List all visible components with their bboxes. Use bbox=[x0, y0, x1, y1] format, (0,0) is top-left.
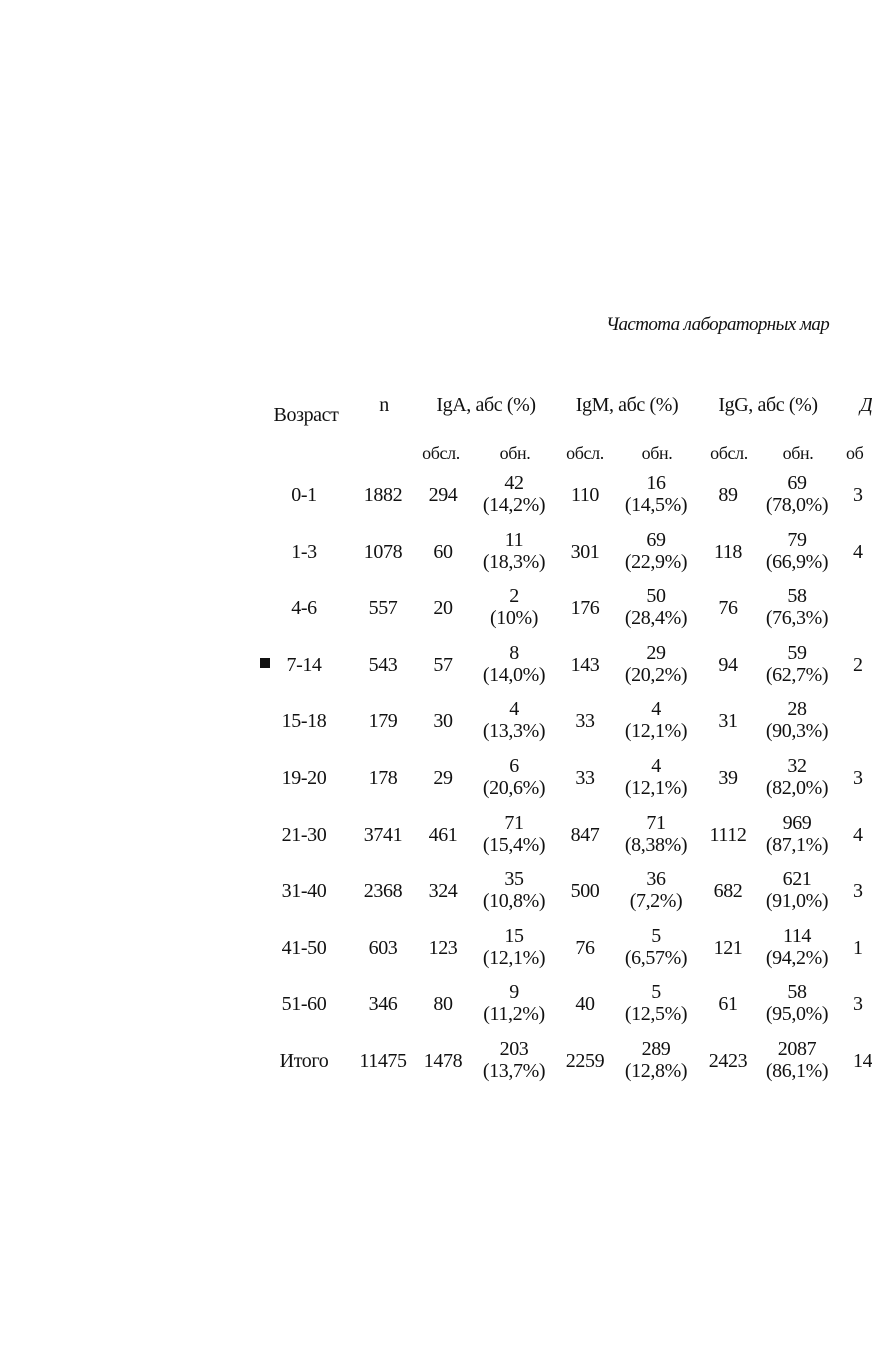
cell-igg-examined: 118 bbox=[713, 540, 743, 563]
cell-igg-examined: 1112 bbox=[709, 823, 747, 846]
cell-iga-examined: 29 bbox=[433, 767, 453, 789]
cell-igm-found-abs: 69 bbox=[646, 528, 666, 551]
cell-igg-found-pct: (82,0%) bbox=[765, 777, 829, 799]
cell-iga-examined: 461 bbox=[428, 823, 458, 846]
cell-iga-examined: 20 bbox=[433, 597, 453, 620]
cell-igm-found-pct: (12,1%) bbox=[624, 777, 688, 799]
cell-igg-found-abs: 621 bbox=[782, 868, 812, 891]
subheader-cut: об bbox=[846, 443, 864, 463]
cell-igm-found-pct: (8,38%) bbox=[624, 833, 688, 856]
cell-n: 11475 bbox=[359, 1050, 407, 1072]
header-igg: IgG, абс (%) bbox=[718, 394, 818, 416]
cell-age: 41-50 bbox=[281, 936, 327, 959]
cell-age: 31-40 bbox=[281, 880, 327, 903]
cell-cut: 14 bbox=[853, 1050, 872, 1072]
cell-igg-found bbox=[766, 642, 828, 686]
cell-igm-found-abs: 289 bbox=[641, 1038, 671, 1060]
cell-igg-examined: 76 bbox=[718, 597, 738, 620]
cell-igm-found bbox=[625, 642, 687, 686]
cell-iga-found-abs: 2 bbox=[509, 585, 519, 608]
cell-igg-examined: 682 bbox=[713, 880, 743, 903]
cell-igm-found bbox=[625, 585, 687, 629]
cell-igg-found-abs: 69 bbox=[787, 472, 807, 494]
cell-age: 4-6 bbox=[291, 597, 317, 620]
cell-igg-found-pct: (87,1%) bbox=[765, 833, 829, 856]
cell-igm-found-abs: 5 bbox=[651, 981, 661, 1004]
cell-igm-examined: 110 bbox=[570, 484, 600, 506]
cell-age: 7-14 bbox=[286, 653, 322, 676]
cell-age: 21-30 bbox=[281, 823, 327, 846]
cell-iga-found bbox=[483, 642, 545, 686]
cell-age: Итого bbox=[279, 1050, 329, 1072]
table-caption: Частота лабораторных мар bbox=[606, 314, 830, 335]
cell-n: 543 bbox=[368, 653, 398, 676]
cell-iga-examined: 324 bbox=[428, 880, 458, 903]
cell-igg-examined: 31 bbox=[718, 710, 738, 733]
cell-igm-found-abs: 5 bbox=[651, 924, 661, 947]
subheader-iga-examined: обсл. bbox=[422, 443, 460, 463]
cell-cut: 3 bbox=[853, 993, 863, 1016]
cell-iga-found-abs: 71 bbox=[504, 811, 524, 834]
cell-iga-examined: 57 bbox=[433, 653, 453, 676]
cell-igm-found-abs: 4 bbox=[651, 698, 661, 721]
cell-iga-found bbox=[483, 925, 545, 969]
cell-iga-found-pct: (20,6%) bbox=[482, 777, 546, 799]
cell-igm-found-pct: (28,4%) bbox=[624, 607, 688, 630]
cell-n: 603 bbox=[368, 936, 398, 959]
cell-iga-found-abs: 6 bbox=[509, 755, 519, 777]
cell-igg-found bbox=[766, 981, 828, 1025]
cell-igm-found-pct: (7,2%) bbox=[629, 890, 683, 913]
cell-igm-examined: 847 bbox=[570, 823, 600, 846]
cell-igg-found-abs: 2087 bbox=[777, 1038, 817, 1060]
cell-igm-examined: 76 bbox=[575, 936, 595, 959]
subheader-igg-examined: обсл. bbox=[710, 443, 748, 463]
cell-iga-found-pct: (12,1%) bbox=[482, 946, 546, 969]
cell-iga-found-pct: (18,3%) bbox=[482, 550, 546, 573]
cell-iga-found bbox=[483, 529, 545, 573]
cell-iga-found-abs: 15 bbox=[504, 924, 524, 947]
cell-igg-found bbox=[766, 698, 828, 742]
cell-igg-found-pct: (94,2%) bbox=[765, 946, 829, 969]
cell-igm-found-abs: 50 bbox=[646, 585, 666, 608]
cell-iga-found-abs: 4 bbox=[509, 698, 519, 721]
cell-iga-found-pct: (14,2%) bbox=[482, 494, 546, 516]
cell-iga-found-abs: 203 bbox=[499, 1038, 529, 1060]
cell-cut: 4 bbox=[853, 823, 863, 846]
cell-iga-found-pct: (10%) bbox=[490, 607, 538, 630]
cell-igm-found bbox=[625, 755, 687, 799]
cell-igg-found-pct: (76,3%) bbox=[765, 607, 829, 630]
cell-igg-examined: 39 bbox=[718, 767, 738, 789]
cell-igg-found-pct: (62,7%) bbox=[765, 663, 829, 686]
cell-igg-found-pct: (91,0%) bbox=[765, 890, 829, 913]
cell-n: 346 bbox=[368, 993, 398, 1016]
cell-iga-examined: 294 bbox=[428, 484, 458, 506]
cell-igg-found bbox=[766, 812, 828, 856]
cell-igg-found bbox=[766, 585, 828, 629]
header-n: n bbox=[379, 394, 389, 416]
cell-igm-examined: 176 bbox=[570, 597, 600, 620]
cell-iga-found bbox=[483, 1038, 545, 1082]
cell-igg-found-abs: 28 bbox=[787, 698, 807, 721]
cell-cut: 3 bbox=[853, 484, 863, 506]
subheader-igm-found: обн. bbox=[641, 443, 673, 463]
cell-igm-examined: 500 bbox=[570, 880, 600, 903]
subheader-igg-found: обн. bbox=[782, 443, 814, 463]
cell-igg-examined: 2423 bbox=[708, 1050, 748, 1072]
subheader-igm-examined: обсл. bbox=[566, 443, 604, 463]
cell-igg-found-abs: 32 bbox=[787, 755, 807, 777]
cell-igg-found-abs: 58 bbox=[787, 981, 807, 1004]
subheader-iga-found: обн. bbox=[499, 443, 531, 463]
cell-igg-found-pct: (78,0%) bbox=[765, 494, 829, 516]
header-age: Возраст bbox=[273, 404, 339, 426]
cell-n: 557 bbox=[368, 597, 398, 620]
cell-iga-examined: 60 bbox=[433, 540, 453, 563]
cell-igg-found-abs: 114 bbox=[782, 924, 812, 947]
cell-igg-found-abs: 59 bbox=[787, 641, 807, 664]
cell-iga-found-pct: (10,8%) bbox=[482, 890, 546, 913]
cell-n: 179 bbox=[368, 710, 398, 733]
cell-igm-found-abs: 16 bbox=[646, 472, 666, 494]
cell-igm-found bbox=[625, 812, 687, 856]
cell-cut: 1 bbox=[853, 936, 863, 959]
cell-age: 0-1 bbox=[291, 484, 317, 506]
cell-igg-found bbox=[766, 529, 828, 573]
cell-igg-examined: 89 bbox=[718, 484, 738, 506]
cell-igg-found-abs: 58 bbox=[787, 585, 807, 608]
cell-igm-found-abs: 29 bbox=[646, 641, 666, 664]
cell-igg-found bbox=[766, 755, 828, 799]
cell-age: 15-18 bbox=[281, 710, 327, 733]
cell-igg-examined: 61 bbox=[718, 993, 738, 1016]
cell-age: 51-60 bbox=[281, 993, 327, 1016]
cell-n: 1078 bbox=[363, 540, 403, 563]
cell-igm-found-pct: (12,1%) bbox=[624, 720, 688, 743]
cell-iga-found-abs: 11 bbox=[504, 528, 524, 551]
cell-iga-examined: 123 bbox=[428, 936, 458, 959]
cell-n: 178 bbox=[368, 767, 398, 789]
cell-igg-found bbox=[766, 925, 828, 969]
cell-igg-found bbox=[766, 868, 828, 912]
cell-igg-found bbox=[766, 472, 828, 516]
cell-igm-found-abs: 36 bbox=[646, 868, 666, 891]
cell-cut: 3 bbox=[853, 767, 863, 789]
cell-igm-found-abs: 71 bbox=[646, 811, 666, 834]
cell-igg-examined: 121 bbox=[713, 936, 743, 959]
cell-igm-found-pct: (12,5%) bbox=[624, 1003, 688, 1026]
cell-iga-found bbox=[483, 868, 545, 912]
cell-iga-found-abs: 42 bbox=[504, 472, 524, 494]
cell-igm-found bbox=[625, 698, 687, 742]
cell-cut: 3 bbox=[853, 880, 863, 903]
cell-igm-examined: 2259 bbox=[565, 1050, 605, 1072]
cell-iga-found bbox=[483, 812, 545, 856]
cell-iga-examined: 30 bbox=[433, 710, 453, 733]
cell-cut: 2 bbox=[853, 653, 863, 676]
cell-igg-found bbox=[766, 1038, 828, 1082]
cell-igg-examined: 94 bbox=[718, 653, 738, 676]
cell-iga-found bbox=[483, 472, 545, 516]
cell-iga-found bbox=[483, 755, 545, 799]
cell-iga-found-pct: (15,4%) bbox=[482, 833, 546, 856]
cell-iga-found bbox=[483, 981, 544, 1025]
cell-igm-found-pct: (6,57%) bbox=[624, 946, 688, 969]
cell-igm-examined: 33 bbox=[575, 710, 595, 733]
cell-iga-found bbox=[490, 585, 538, 629]
cell-igg-found-pct: (66,9%) bbox=[765, 550, 829, 573]
cell-age: 19-20 bbox=[281, 767, 327, 789]
cell-igm-examined: 33 bbox=[575, 767, 595, 789]
cell-igg-found-abs: 79 bbox=[787, 528, 807, 551]
cell-n: 1882 bbox=[363, 484, 403, 506]
cell-n: 3741 bbox=[363, 823, 403, 846]
cell-igm-found bbox=[625, 981, 687, 1025]
cell-iga-found-abs: 35 bbox=[504, 868, 524, 891]
cell-igm-examined: 143 bbox=[570, 653, 600, 676]
cell-iga-found bbox=[483, 698, 545, 742]
cell-igm-found-pct: (12,8%) bbox=[624, 1060, 688, 1082]
header-igm: IgM, абс (%) bbox=[575, 394, 679, 416]
cell-igm-examined: 301 bbox=[570, 540, 600, 563]
cell-iga-found-abs: 9 bbox=[509, 981, 519, 1004]
bullet-marker bbox=[260, 658, 270, 668]
cell-igm-found bbox=[625, 472, 687, 516]
cell-igg-found-abs: 969 bbox=[782, 811, 812, 834]
cell-igm-found-pct: (14,5%) bbox=[624, 494, 688, 516]
cell-iga-found-pct: (13,3%) bbox=[482, 720, 546, 743]
cell-iga-examined: 80 bbox=[433, 993, 453, 1016]
header-cut-column: Д bbox=[860, 394, 872, 416]
cell-iga-examined: 1478 bbox=[423, 1050, 463, 1072]
cell-igm-found bbox=[625, 925, 687, 969]
cell-igm-found-pct: (22,9%) bbox=[624, 550, 688, 573]
cell-cut: 4 bbox=[853, 540, 863, 563]
cell-iga-found-abs: 8 bbox=[509, 641, 519, 664]
cell-igg-found-pct: (86,1%) bbox=[765, 1060, 829, 1082]
cell-igg-found-pct: (90,3%) bbox=[765, 720, 829, 743]
cell-n: 2368 bbox=[363, 880, 403, 903]
cell-iga-found-pct: (13,7%) bbox=[482, 1060, 546, 1082]
cell-igm-found bbox=[625, 529, 687, 573]
cell-igg-found-pct: (95,0%) bbox=[765, 1003, 829, 1026]
cell-iga-found-pct: (14,0%) bbox=[482, 663, 546, 686]
cell-igm-examined: 40 bbox=[575, 993, 595, 1016]
cell-igm-found-abs: 4 bbox=[651, 755, 661, 777]
header-iga: IgA, абс (%) bbox=[436, 394, 536, 416]
cell-iga-found-pct: (11,2%) bbox=[483, 1003, 545, 1026]
cell-igm-found bbox=[625, 1038, 687, 1082]
cell-igm-found bbox=[630, 868, 683, 912]
cell-igm-found-pct: (20,2%) bbox=[624, 663, 688, 686]
cell-age: 1-3 bbox=[291, 540, 317, 563]
